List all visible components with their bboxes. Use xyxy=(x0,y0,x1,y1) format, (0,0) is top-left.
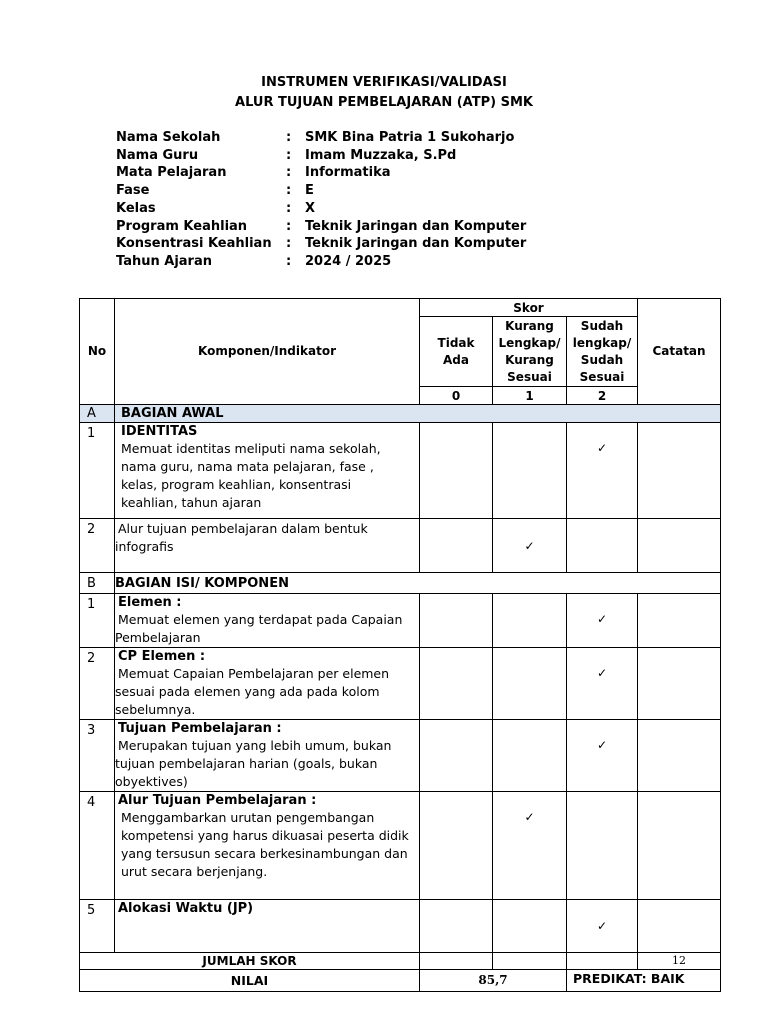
row-content xyxy=(115,519,420,573)
header-text: Sesuai xyxy=(507,369,552,384)
item-desc-line: Memuat identitas meliputi nama sekolah, xyxy=(121,441,381,456)
info-label: Kelas xyxy=(116,201,156,216)
row-content xyxy=(115,900,420,953)
row-content xyxy=(115,720,420,792)
table-row xyxy=(80,648,721,720)
score-cell xyxy=(567,792,638,900)
total-row xyxy=(80,953,721,970)
info-value: Teknik Jaringan dan Komputer xyxy=(305,236,527,251)
section-letter: B xyxy=(80,573,115,594)
header-catatan: Catatan xyxy=(638,299,721,405)
check-mark: ✓ xyxy=(567,720,638,792)
row-number: 3 xyxy=(80,720,115,792)
info-label: Nama Guru xyxy=(116,148,199,163)
score-2: 2 xyxy=(567,387,638,405)
row-content xyxy=(115,648,420,720)
check-mark: ✓ xyxy=(567,648,638,720)
info-value: Informatika xyxy=(305,165,391,180)
section-row xyxy=(80,573,721,594)
header-komponen: Komponen/Indikator xyxy=(115,299,420,405)
table-row xyxy=(80,423,721,519)
document-title-line2: ALUR TUJUAN PEMBELAJARAN (ATP) SMK xyxy=(235,95,533,110)
score-cell xyxy=(420,900,493,953)
check-mark: ✓ xyxy=(493,792,567,900)
row-content xyxy=(115,792,420,900)
score-cell xyxy=(420,720,493,792)
header-skor: Skor xyxy=(420,299,638,317)
score-cell xyxy=(567,953,638,970)
info-value: Teknik Jaringan dan Komputer xyxy=(305,219,527,234)
table-row xyxy=(80,594,721,648)
info-label: Program Keahlian xyxy=(116,219,248,234)
jumlah-skor-value: 12 xyxy=(638,953,721,970)
score-cell xyxy=(493,594,567,648)
header-text: lengkap/ xyxy=(572,335,632,350)
item-desc-line: keahlian, tahun ajaran xyxy=(121,495,262,510)
score-cell xyxy=(420,792,493,900)
item-desc-line: Pembelajaran xyxy=(115,630,201,645)
catatan-cell xyxy=(638,720,721,792)
header-text: Sesuai xyxy=(579,369,625,384)
item-desc-line: Merupakan tujuan yang lebih umum, bukan xyxy=(118,738,392,753)
info-colon: : xyxy=(286,254,292,269)
item-desc-line: kompetensi yang harus dikuasai peserta didik xyxy=(121,828,409,843)
score-cell xyxy=(567,519,638,573)
info-value: SMK Bina Patria 1 Sukoharjo xyxy=(305,130,515,145)
score-cell xyxy=(493,720,567,792)
row-number: 4 xyxy=(80,792,115,900)
header-tidak-ada xyxy=(420,317,493,387)
table-row xyxy=(80,720,721,792)
catatan-cell xyxy=(638,900,721,953)
header-text: Kurang xyxy=(505,318,554,333)
item-desc-line: sebelumnya. xyxy=(115,702,196,717)
item-desc-line: urut secara berjenjang. xyxy=(121,864,268,879)
jumlah-skor-label: JUMLAH SKOR xyxy=(80,953,420,970)
header-text: Kurang xyxy=(505,352,554,367)
catatan-cell xyxy=(638,792,721,900)
nilai-value: 85,7 xyxy=(420,970,567,992)
row-number: 2 xyxy=(80,519,115,573)
item-desc-line: yang tersusun secara berkesinambungan dan xyxy=(121,846,408,861)
section-title: BAGIAN AWAL xyxy=(115,405,721,423)
score-cell xyxy=(493,423,567,519)
info-colon: : xyxy=(286,201,292,216)
section-row xyxy=(80,405,721,423)
score-cell xyxy=(420,953,493,970)
assessment-table xyxy=(79,298,721,992)
catatan-cell xyxy=(638,594,721,648)
item-desc-line: Alur tujuan pembelajaran dalam bentuk xyxy=(118,521,368,536)
table-row xyxy=(80,792,721,900)
header-sudah xyxy=(567,317,638,387)
item-desc-line: obyektives) xyxy=(115,774,188,789)
header-no: No xyxy=(80,299,115,405)
table-header-row xyxy=(80,299,721,317)
score-cell xyxy=(420,423,493,519)
table-row xyxy=(80,900,721,953)
check-mark: ✓ xyxy=(567,900,638,953)
item-desc-line: Memuat Capaian Pembelajaran per elemen xyxy=(118,666,390,681)
row-number: 2 xyxy=(80,648,115,720)
score-cell xyxy=(420,594,493,648)
header-text: Sudah xyxy=(580,352,624,367)
row-number: 1 xyxy=(80,423,115,519)
item-title: Alokasi Waktu (JP) xyxy=(118,901,254,916)
item-desc-line: Menggambarkan urutan pengembangan xyxy=(121,810,375,825)
item-desc-line: tujuan pembelajaran harian (goals, bukan xyxy=(115,756,378,771)
score-cell xyxy=(493,648,567,720)
predikat: PREDIKAT: BAIK xyxy=(567,970,721,992)
document-title-line1: INSTRUMEN VERIFIKASI/VALIDASI xyxy=(261,75,507,90)
item-title: Elemen : xyxy=(118,595,182,610)
item-title: IDENTITAS xyxy=(121,424,198,439)
info-colon: : xyxy=(286,165,292,180)
info-colon: : xyxy=(286,130,292,145)
header-kurang xyxy=(493,317,567,387)
row-number: 1 xyxy=(80,594,115,648)
header-text: Ada xyxy=(443,352,469,367)
item-title: Alur Tujuan Pembelajaran : xyxy=(118,793,317,808)
info-colon: : xyxy=(286,236,292,251)
info-value: 2024 / 2025 xyxy=(305,254,392,269)
score-cell xyxy=(420,648,493,720)
item-desc-line: Memuat elemen yang terdapat pada Capaian xyxy=(118,612,403,627)
info-colon: : xyxy=(286,219,292,234)
header-text: Lengkap/ xyxy=(498,335,561,350)
header-text: Sudah xyxy=(580,318,624,333)
item-desc-line: sesuai pada elemen yang ada pada kolom xyxy=(115,684,380,699)
table-row xyxy=(80,519,721,573)
nilai-label: NILAI xyxy=(80,970,420,992)
info-value: Imam Muzzaka, S.Pd xyxy=(305,148,457,163)
info-label: Mata Pelajaran xyxy=(116,165,227,180)
info-label: Konsentrasi Keahlian xyxy=(116,236,272,251)
info-colon: : xyxy=(286,148,292,163)
catatan-cell xyxy=(638,648,721,720)
section-title: BAGIAN ISI/ KOMPONEN xyxy=(115,573,721,594)
item-desc-line: kelas, program keahlian, konsentrasi xyxy=(121,477,352,492)
header-text: Tidak xyxy=(437,335,475,350)
check-mark: ✓ xyxy=(493,519,567,573)
score-cell xyxy=(493,900,567,953)
score-cell xyxy=(420,519,493,573)
check-mark: ✓ xyxy=(567,423,638,519)
item-desc-line: infografis xyxy=(115,539,174,554)
row-content xyxy=(115,423,420,519)
info-label: Nama Sekolah xyxy=(116,130,221,145)
score-cell xyxy=(493,953,567,970)
info-value: X xyxy=(305,201,316,216)
catatan-cell xyxy=(638,519,721,573)
row-number: 5 xyxy=(80,900,115,953)
nilai-row xyxy=(80,970,721,992)
catatan-cell xyxy=(638,423,721,519)
score-0: 0 xyxy=(420,387,493,405)
info-label: Tahun Ajaran xyxy=(116,254,212,269)
section-letter: A xyxy=(80,405,115,423)
info-value: E xyxy=(305,183,314,198)
row-content xyxy=(115,594,420,648)
item-desc-line: nama guru, nama mata pelajaran, fase , xyxy=(121,459,374,474)
info-label: Fase xyxy=(116,183,150,198)
score-1: 1 xyxy=(493,387,567,405)
check-mark: ✓ xyxy=(567,594,638,648)
info-colon: : xyxy=(286,183,292,198)
item-title: CP Elemen : xyxy=(118,649,206,664)
item-title: Tujuan Pembelajaran : xyxy=(118,721,282,736)
